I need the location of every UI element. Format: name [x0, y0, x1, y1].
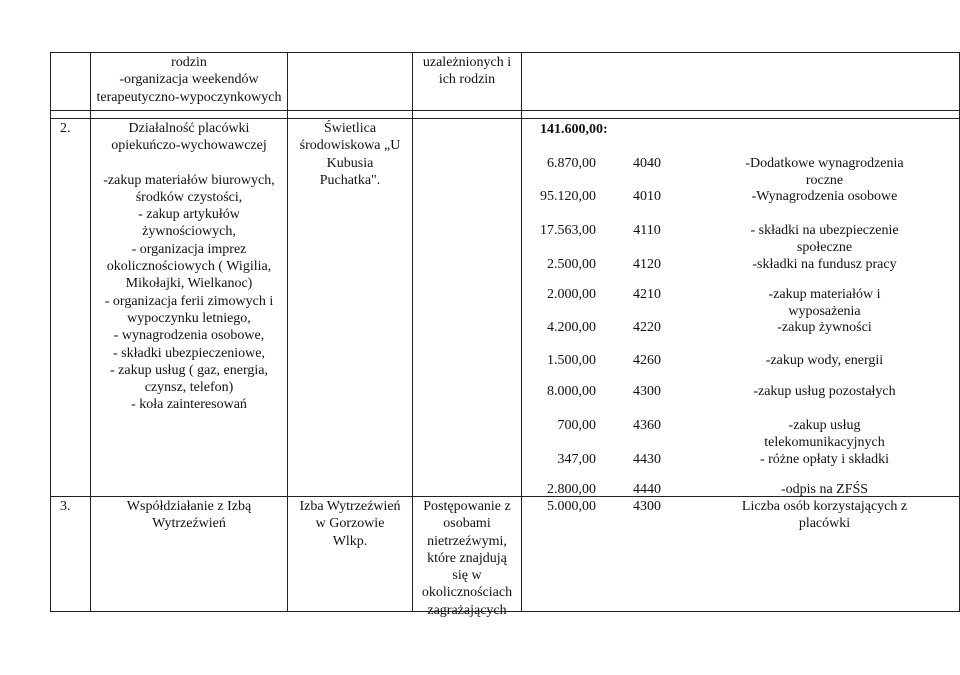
row3-description-cell	[413, 498, 521, 619]
text-line: środowiskowa „U	[299, 138, 401, 154]
text-line: -zakup żywności	[777, 320, 872, 335]
entry-code: 4260	[633, 353, 661, 368]
row3-code: 4300	[633, 499, 661, 514]
text-line: Izba Wytrzeźwień	[299, 499, 401, 514]
text-line: roczne	[805, 173, 844, 189]
row2-task-cell	[91, 120, 287, 414]
text-line: - zakup artykułów	[138, 207, 240, 223]
text-line: żywnościowych,	[142, 224, 236, 240]
text-line: Działalność placówki	[128, 121, 250, 136]
entry-code: 4430	[633, 452, 661, 467]
entry-description	[690, 188, 959, 205]
text-line: -zakup wody, energii	[765, 353, 884, 368]
text-line: opiekuńczo-wychowawczej	[111, 138, 267, 154]
row3-task-cell	[91, 498, 287, 533]
text-line: -składki na fundusz pracy	[752, 257, 897, 272]
text-line: - organizacja ferii zimowych i	[104, 293, 274, 309]
text-line: - składki ubezpieczeniowe,	[113, 345, 265, 361]
entry-amount: 2.000,00	[547, 287, 596, 302]
text-line: osobami	[443, 516, 491, 532]
entry-amount: 8.000,00	[547, 384, 596, 399]
entry-code: 4040	[633, 156, 661, 171]
entry-description	[690, 286, 959, 321]
entry-code: 4010	[633, 189, 661, 204]
text-line: uzależnionych i	[422, 55, 512, 70]
entry-amount: 1.500,00	[547, 353, 596, 368]
entry-description	[690, 256, 959, 273]
text-line: -Wynagrodzenia osobowe	[751, 189, 898, 204]
entry-amount: 2.800,00	[547, 482, 596, 497]
text-line: Mikołajki, Wielkanoc)	[125, 276, 253, 292]
entry-description	[690, 222, 959, 257]
text-line: które znajdują	[427, 550, 507, 566]
text-line: środków czystości,	[135, 189, 243, 205]
table-border-top	[50, 52, 960, 53]
entry-code: 4440	[633, 482, 661, 497]
text-line: Wlkp.	[332, 533, 368, 549]
row2-lp: 2.	[60, 121, 71, 136]
text-line: okolicznościach	[421, 585, 513, 601]
text-line: -zakup materiałów biurowych,	[103, 172, 275, 188]
entry-description	[690, 319, 959, 336]
row0-task-cell	[92, 54, 286, 106]
text-line: społeczne	[796, 240, 853, 256]
text-line: Puchatka".	[319, 172, 381, 188]
entry-amount: 700,00	[557, 418, 596, 433]
text-line: terapeutyczno-wypoczynkowych	[96, 89, 282, 105]
text-line: placówki	[798, 516, 851, 532]
entry-description	[690, 481, 959, 498]
text-line: Świetlica	[323, 121, 377, 136]
entry-amount: 17.563,00	[540, 223, 596, 238]
text-line: -odpis na ZFŚS	[780, 482, 869, 497]
text-line: w Gorzowie	[315, 516, 385, 532]
text-line: Liczba osób korzystających z	[741, 499, 908, 514]
row3-lp: 3.	[60, 499, 71, 514]
entry-code: 4360	[633, 418, 661, 433]
text-line: - koła zainteresowań	[131, 397, 247, 413]
entry-amount: 95.120,00	[540, 189, 596, 204]
entry-code: 4220	[633, 320, 661, 335]
entry-description	[690, 383, 959, 400]
text-line: zagrażających	[427, 602, 507, 618]
text-line: Kubusia	[326, 155, 374, 171]
entry-amount: 2.500,00	[547, 257, 596, 272]
text-line: ich rodzin	[438, 72, 496, 88]
text-line: czynsz, telefon)	[144, 380, 234, 396]
entry-amount: 4.200,00	[547, 320, 596, 335]
text-line: -organizacja weekendów	[119, 72, 259, 88]
text-line: - organizacja imprez	[131, 241, 247, 257]
entry-description	[690, 155, 959, 190]
col-border-left	[50, 52, 51, 612]
entry-code: 4300	[633, 384, 661, 399]
row-divider-1	[50, 110, 960, 111]
text-line: nietrzeźwymi,	[427, 533, 507, 549]
entry-amount: 347,00	[557, 452, 596, 467]
text-line: -zakup materiałów i	[768, 287, 881, 302]
text-line: -zakup usług	[788, 418, 861, 433]
entry-amount: 6.870,00	[547, 156, 596, 171]
row2-total-amount: 141.600,00:	[540, 122, 608, 137]
row3-provider-cell	[289, 498, 411, 550]
text-line: okolicznościowych ( Wigilia,	[106, 259, 272, 275]
text-line: - wynagrodzenia osobowe,	[113, 328, 265, 344]
row3-amount: 5.000,00	[547, 499, 596, 514]
entry-code: 4210	[633, 287, 661, 302]
text-line: -Dodatkowe wynagrodzenia	[745, 156, 904, 171]
entry-code: 4120	[633, 257, 661, 272]
text-line: rodzin	[171, 55, 207, 70]
text-line: Postępowanie z	[423, 499, 511, 514]
row3-description	[690, 498, 959, 533]
text-line: Wytrzeźwień	[152, 516, 226, 532]
text-line: telekomunikacyjnych	[764, 435, 885, 451]
entry-description	[690, 417, 959, 452]
text-line: - składki na ubezpieczenie	[750, 223, 899, 238]
text-line: wypoczynku letniego,	[127, 310, 251, 326]
entry-description	[690, 451, 959, 468]
entry-description	[690, 352, 959, 369]
text-line: - zakup usług ( gaz, energia,	[110, 362, 268, 378]
entry-code: 4110	[633, 223, 661, 238]
text-line: Współdziałanie z Izbą	[126, 499, 252, 514]
row-divider-2	[50, 118, 960, 119]
text-line: się w	[452, 568, 482, 584]
text-line	[91, 155, 287, 172]
text-line: wyposażenia	[788, 304, 861, 320]
text-line: -zakup usług pozostałych	[753, 384, 896, 399]
row0-description-cell	[413, 54, 521, 89]
col-divider-2	[287, 52, 288, 612]
row2-provider-cell	[289, 120, 411, 189]
text-line: - różne opłaty i składki	[759, 452, 890, 467]
